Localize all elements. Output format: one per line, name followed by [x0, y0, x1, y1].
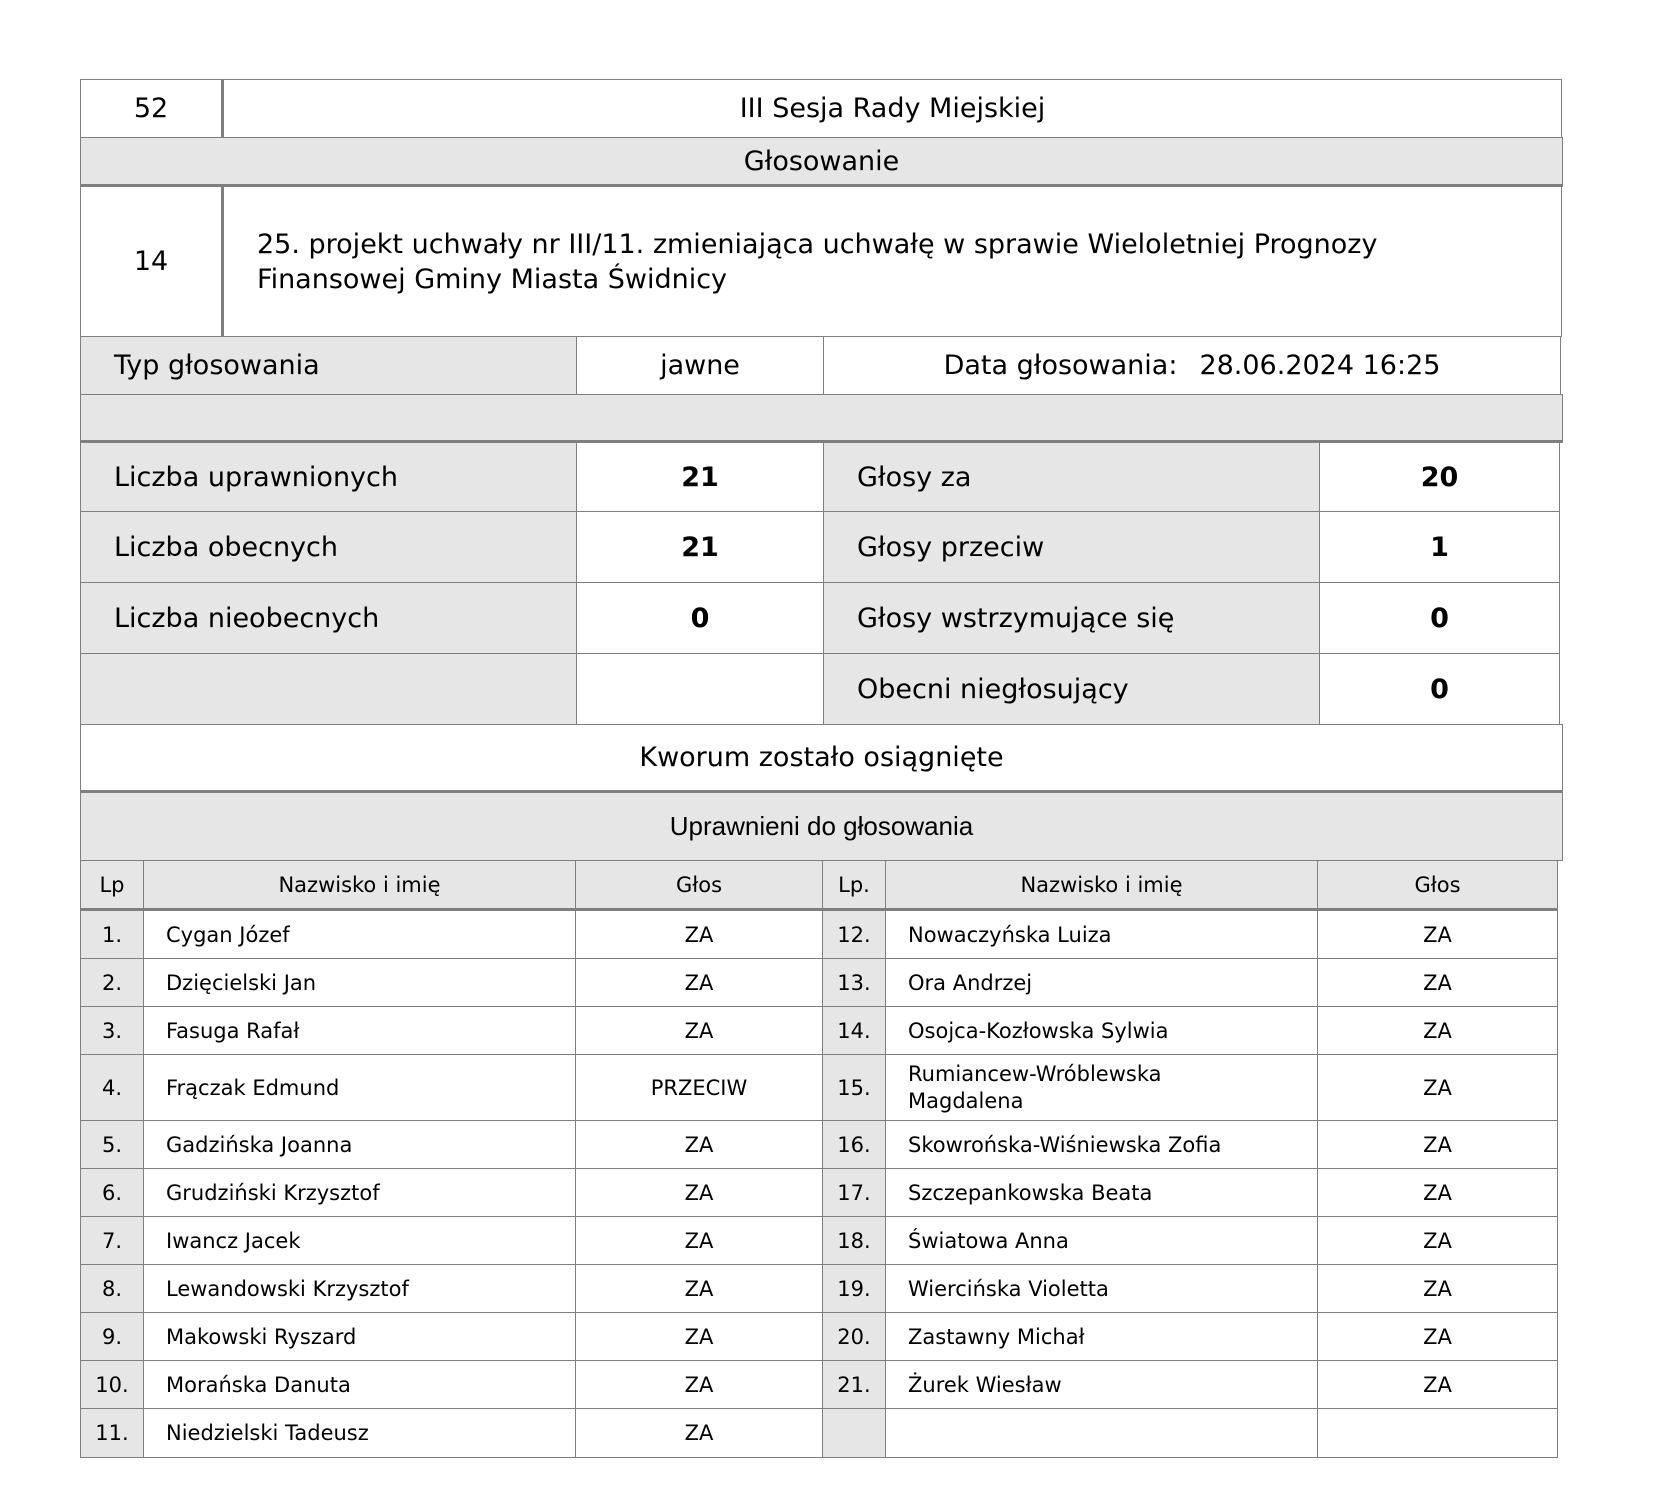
voter-name: Nowaczyńska Luiza [885, 910, 1318, 959]
vote-type-label: Typ głosowania [80, 336, 577, 395]
table-row [80, 1312, 1562, 1360]
voter-lp: 5. [80, 1120, 144, 1169]
item-title-line1: 25. projekt uchwały nr III/11. zmieniająca uchwałę w sprawie Wieloletniej Prognozy [257, 228, 1378, 260]
vote-date-label: Data głosowania: [943, 350, 1178, 381]
col-lp-right: Lp. [822, 860, 886, 911]
stats-row-3 [80, 582, 1562, 653]
voter-name: Grudziński Krzysztof [143, 1168, 576, 1217]
votes-against-label: Głosy przeciw [823, 511, 1320, 583]
voters-title: Uprawnieni do głosowania [80, 792, 1563, 861]
present-not-voting-label: Obecni niegłosujący [823, 653, 1320, 725]
voter-lp: 2. [80, 958, 144, 1007]
voter-vote: ZA [1317, 1264, 1558, 1313]
voter-name: Morańska Danuta [143, 1360, 576, 1409]
item-number: 14 [80, 186, 222, 337]
col-name-left: Nazwisko i imię [143, 860, 576, 911]
table-row [80, 1006, 1562, 1054]
voter-vote: ZA [575, 958, 823, 1007]
section-row [80, 137, 1562, 186]
votes-abstain-label: Głosy wstrzymujące się [823, 582, 1320, 654]
voter-lp: 3. [80, 1006, 144, 1055]
voter-name: Gadzińska Joanna [143, 1120, 576, 1169]
voter-vote: ZA [575, 910, 823, 959]
voter-name: Wiercińska Violetta [885, 1264, 1318, 1313]
voting-record-document [80, 79, 1562, 1457]
table-row [80, 1216, 1562, 1264]
session-number: 52 [80, 79, 222, 138]
voter-name: Dzięcielski Jan [143, 958, 576, 1007]
votes-against-value: 1 [1319, 511, 1560, 583]
voter-vote: ZA [1317, 910, 1558, 959]
voter-name: Ora Andrzej [885, 958, 1318, 1007]
vote-date-value: 28.06.2024 16:25 [1199, 350, 1441, 381]
voter-lp: 20. [822, 1312, 886, 1361]
voter-vote: ZA [575, 1264, 823, 1313]
voter-lp: 1. [80, 910, 144, 959]
vote-date [823, 336, 1561, 395]
quorum-row [80, 724, 1562, 792]
col-lp-left: Lp [80, 860, 144, 911]
voter-name: Szczepankowska Beata [885, 1168, 1318, 1217]
table-row [80, 910, 1562, 958]
voter-name: Makowski Ryszard [143, 1312, 576, 1361]
voters-title-row [80, 792, 1562, 860]
table-row [80, 958, 1562, 1006]
voter-name: Skowrońska-Wiśniewska Zofia [885, 1120, 1318, 1169]
stats-row-1 [80, 442, 1562, 511]
stats-row-4 [80, 653, 1562, 724]
voter-name: Frączak Edmund [143, 1054, 576, 1121]
item-title [221, 186, 1562, 337]
voter-lp: 15. [822, 1054, 886, 1121]
voter-vote: ZA [575, 1408, 823, 1458]
votes-abstain-value: 0 [1319, 582, 1560, 654]
votes-for-value: 20 [1319, 442, 1560, 512]
voter-vote: ZA [1317, 1216, 1558, 1265]
voter-name: Fasuga Rafał [143, 1006, 576, 1055]
vote-type-value: jawne [576, 336, 824, 395]
present-not-voting-value: 0 [1319, 653, 1560, 725]
present-label: Liczba obecnych [80, 511, 577, 583]
voter-vote: ZA [1317, 1168, 1558, 1217]
quorum-status: Kworum zostało osiągnięte [80, 724, 1563, 793]
voter-name: Światowa Anna [885, 1216, 1318, 1265]
voter-vote: ZA [575, 1120, 823, 1169]
voters-table [80, 910, 1562, 1457]
col-vote-left: Głos [575, 860, 823, 911]
voter-vote: ZA [1317, 958, 1558, 1007]
table-row [80, 1264, 1562, 1312]
item-title-line2: Finansowej Gminy Miasta Świdnicy [257, 263, 728, 295]
voter-lp: 12. [822, 910, 886, 959]
voter-vote: ZA [575, 1312, 823, 1361]
voter-vote: ZA [1317, 1360, 1558, 1409]
table-row [80, 1360, 1562, 1408]
voter-lp: 21. [822, 1360, 886, 1409]
col-vote-right: Głos [1317, 860, 1558, 911]
empty-label-cell [80, 653, 577, 725]
entitled-label: Liczba uprawnionych [80, 442, 577, 512]
voter-vote: ZA [1317, 1312, 1558, 1361]
table-row [80, 1120, 1562, 1168]
voter-vote: ZA [575, 1216, 823, 1265]
voter-name: Rumiancew-Wróblewska Magdalena [885, 1054, 1318, 1121]
voter-name: Iwancz Jacek [143, 1216, 576, 1265]
voter-lp: 16. [822, 1120, 886, 1169]
section-title: Głosowanie [80, 137, 1563, 187]
voter-lp: 13. [822, 958, 886, 1007]
voter-name: Żurek Wiesław [885, 1360, 1318, 1409]
voter-name: Niedzielski Tadeusz [143, 1408, 576, 1458]
voter-vote: PRZECIW [575, 1054, 823, 1121]
columns-header-row [80, 860, 1562, 910]
voter-vote: ZA [1317, 1054, 1558, 1121]
absent-value: 0 [576, 582, 824, 654]
voter-vote: ZA [1317, 1120, 1558, 1169]
voter-vote: ZA [575, 1006, 823, 1055]
header-row [80, 79, 1562, 137]
voter-lp: 9. [80, 1312, 144, 1361]
voter-name: Osojca-Kozłowska Sylwia [885, 1006, 1318, 1055]
voter-lp: 11. [80, 1408, 144, 1458]
col-name-right: Nazwisko i imię [885, 860, 1318, 911]
empty-vote-cell [1317, 1408, 1558, 1458]
voter-lp: 10. [80, 1360, 144, 1409]
voter-lp: 14. [822, 1006, 886, 1055]
absent-label: Liczba nieobecnych [80, 582, 577, 654]
stats-row-2 [80, 511, 1562, 582]
voter-lp: 18. [822, 1216, 886, 1265]
spacer-row [80, 394, 1562, 442]
session-title: III Sesja Rady Miejskiej [221, 79, 1562, 138]
voter-lp: 8. [80, 1264, 144, 1313]
voter-lp: 4. [80, 1054, 144, 1121]
empty-value-cell [576, 653, 824, 725]
voter-vote: ZA [575, 1168, 823, 1217]
table-row [80, 1054, 1562, 1120]
voter-vote: ZA [575, 1360, 823, 1409]
present-value: 21 [576, 511, 824, 583]
table-row [80, 1408, 1562, 1457]
voter-name: Cygan Józef [143, 910, 576, 959]
empty-name-cell [885, 1408, 1318, 1458]
voter-name: Zastawny Michał [885, 1312, 1318, 1361]
entitled-value: 21 [576, 442, 824, 512]
empty-lp-cell [822, 1408, 886, 1458]
voter-lp: 17. [822, 1168, 886, 1217]
voter-name: Lewandowski Krzysztof [143, 1264, 576, 1313]
voter-lp: 19. [822, 1264, 886, 1313]
spacer-cell [80, 394, 1563, 443]
table-row [80, 1168, 1562, 1216]
voter-vote: ZA [1317, 1006, 1558, 1055]
item-row [80, 186, 1562, 336]
voter-lp: 6. [80, 1168, 144, 1217]
voter-lp: 7. [80, 1216, 144, 1265]
votes-for-label: Głosy za [823, 442, 1320, 512]
vote-type-row [80, 336, 1562, 394]
